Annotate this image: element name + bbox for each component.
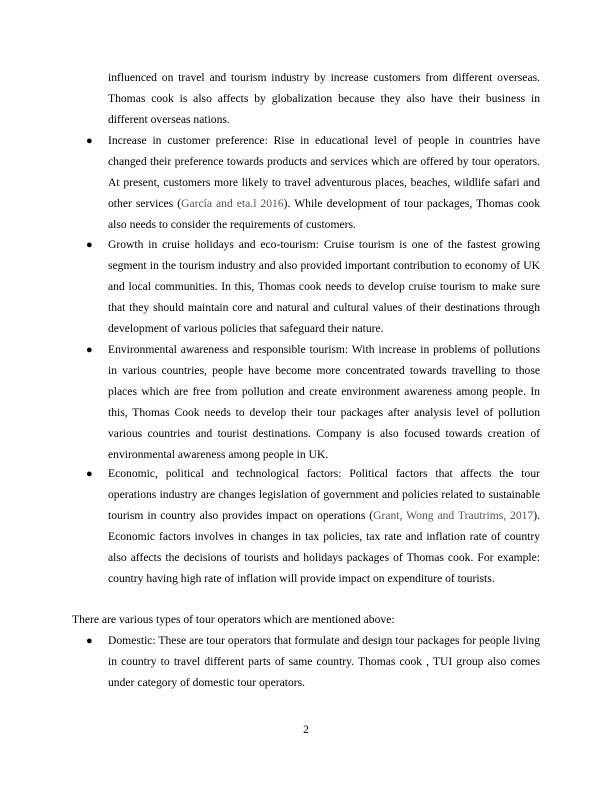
citation: Grant, Wong and Trautrims, 2017 (373, 508, 534, 522)
bullet-dot-icon: ● (86, 344, 93, 356)
bullet-text: Economic, political and technological factors: Political factors that affects the tour operations industry are changes legislation of government and policies related to sustainable tourism in country also provides impact on operations ( (108, 467, 540, 522)
bullet-dot-icon: ● (86, 239, 93, 251)
bullet-cruise-eco-tourism (86, 235, 540, 340)
bullet-text-end: ). While development of tour packages, Thomas cook also needs to consider the requirements of customers. (108, 196, 540, 231)
page-number: 2 (303, 723, 309, 736)
bullet-customer-preference (86, 131, 540, 236)
bullet-text-end: ). Economic factors involves in changes in tax policies, tax rate and inflation rate of country also affects the decisions of tourists and holidays packages of Thomas cook. For example: country having high rate of inflation will provide impact on expenditure of tourists. (108, 508, 540, 585)
bullet-environmental-awareness (86, 340, 540, 465)
bullet-domestic (86, 631, 540, 694)
bullet-dot-icon: ● (86, 135, 93, 147)
bullet-text: Domestic: These are tour operators that formulate and design tour packages for people living in country to travel different parts of same country. Thomas cook , TUI group also comes under category of domestic tour operators. (108, 634, 540, 689)
bullet-economic-political (86, 464, 540, 589)
bullet-dot-icon: ● (86, 468, 93, 480)
bullet-text: Growth in cruise holidays and eco-tourism: Cruise tourism is one of the fastest growing segment in the tourism industry and also provided important contribution to economy of UK and local communities. In this, Thomas cook needs to develop cruise tourism to make sure that they should maintain core and natural and cultural values of their destinations through development of various policies that safeguard their nature. (108, 238, 540, 335)
bullet-dot-icon: ● (86, 635, 93, 647)
bullet-text: Increase in customer preference: Rise in educational level of people in countries have changed their preference towards products and services which are offered by tour operators. At present, customers more likely to travel adventurous places, beaches, wildlife safari and other services ( (108, 134, 540, 210)
lead-sentence: There are various types of tour operators which are mentioned above: (72, 613, 395, 626)
citation: García and eta.l 2016 (181, 196, 284, 210)
bullet-text: Environmental awareness and responsible tourism: With increase in problems of pollutions in various countries, people have become more concentrated towards travelling to those places which are free from pollution and create environment awareness among people. In this, Thomas Cook needs to develop their tour packages after analysis level of pollution various countries and tourist destinations. Company is also focused towards creation of environmental awareness among people in UK. (108, 343, 540, 461)
continuation-paragraph: influenced on travel and tourism industry by increase customers from different overseas. Thomas cook is also affects by globalization because they also have their business in different overseas nations. (108, 71, 540, 126)
